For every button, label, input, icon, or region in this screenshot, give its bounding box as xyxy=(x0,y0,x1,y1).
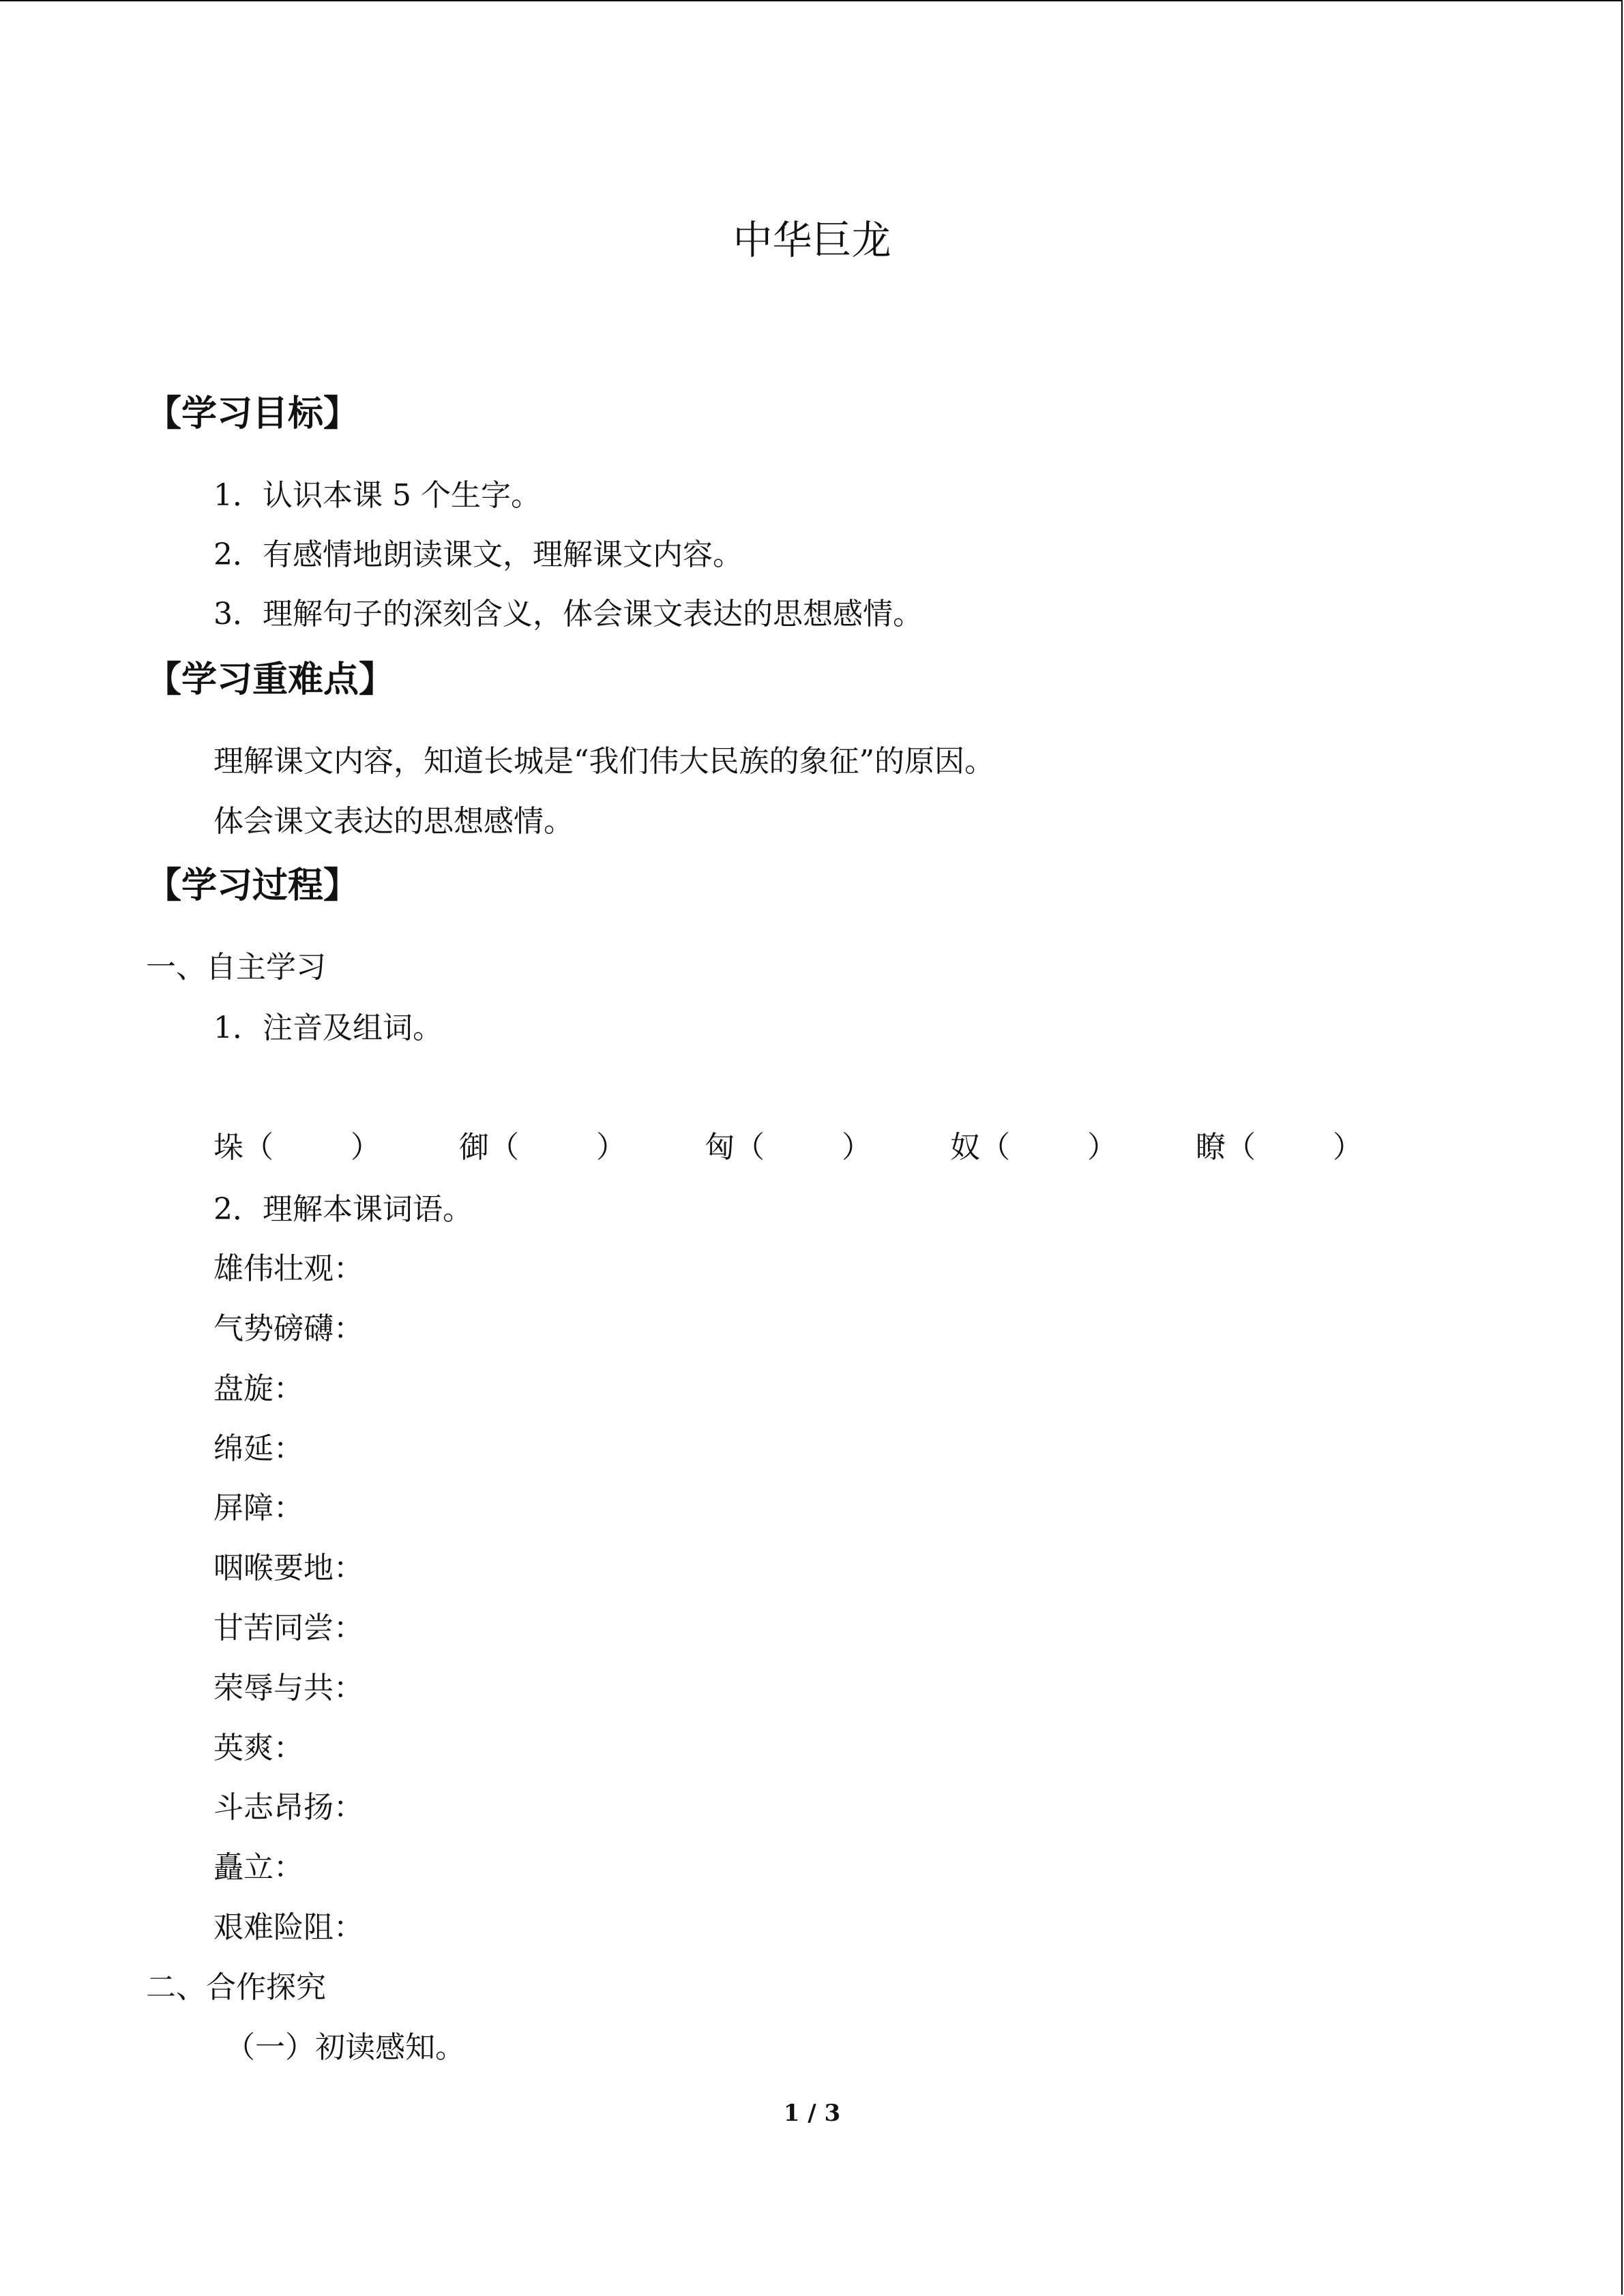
task-2-label: 2．理解本课词语。 xyxy=(213,1192,473,1227)
vocab-item: 雄伟壮观： xyxy=(213,1251,364,1286)
pinyin-item: 奴（ ） xyxy=(950,1130,1117,1165)
vocab-item: 气势磅礴： xyxy=(213,1311,364,1346)
vocab-item: 甘苦同尝： xyxy=(213,1611,364,1645)
cooperation-sub-label: （一）初读感知。 xyxy=(225,2030,465,2065)
pinyin-item: 垛（ ） xyxy=(213,1130,381,1165)
vocab-item: 荣辱与共： xyxy=(213,1671,364,1705)
vocab-item: 屏障： xyxy=(213,1491,304,1525)
goals-heading: 【学习目标】 xyxy=(146,393,359,434)
key-point-item: 体会课文表达的思想感情。 xyxy=(213,804,574,839)
process-heading: 【学习过程】 xyxy=(146,865,359,906)
pinyin-item: 匈（ ） xyxy=(705,1130,872,1165)
goal-item: 1．认识本课 5 个生字。 xyxy=(213,478,541,513)
page-title: 中华巨龙 xyxy=(733,217,891,263)
vocab-item: 矗立： xyxy=(213,1850,304,1885)
vocab-item: 绵延： xyxy=(213,1431,304,1466)
pinyin-item: 瞭（ ） xyxy=(1196,1130,1363,1165)
key-point-item: 理解课文内容，知道长城是“我们伟大民族的象征”的原因。 xyxy=(213,744,994,779)
goal-item: 2．有感情地朗读课文，理解课文内容。 xyxy=(213,537,743,572)
page-number: 1 / 3 xyxy=(783,2100,841,2127)
task-1-label: 1．注音及组词。 xyxy=(213,1011,443,1045)
vocab-item: 盘旋： xyxy=(213,1371,304,1406)
vocab-item: 咽喉要地： xyxy=(213,1551,364,1585)
vocab-item: 斗志昂扬： xyxy=(213,1790,364,1825)
key-points-heading: 【学习重难点】 xyxy=(146,659,395,700)
cooperation-label: 二、合作探究 xyxy=(146,1970,326,2005)
vocab-item: 艰难险阻： xyxy=(213,1910,364,1945)
pinyin-item: 御（ ） xyxy=(459,1130,626,1165)
vocab-item: 英爽： xyxy=(213,1731,304,1765)
goal-item: 3．理解句子的深刻含义，体会课文表达的思想感情。 xyxy=(213,597,923,631)
self-study-label: 一、自主学习 xyxy=(146,950,326,985)
